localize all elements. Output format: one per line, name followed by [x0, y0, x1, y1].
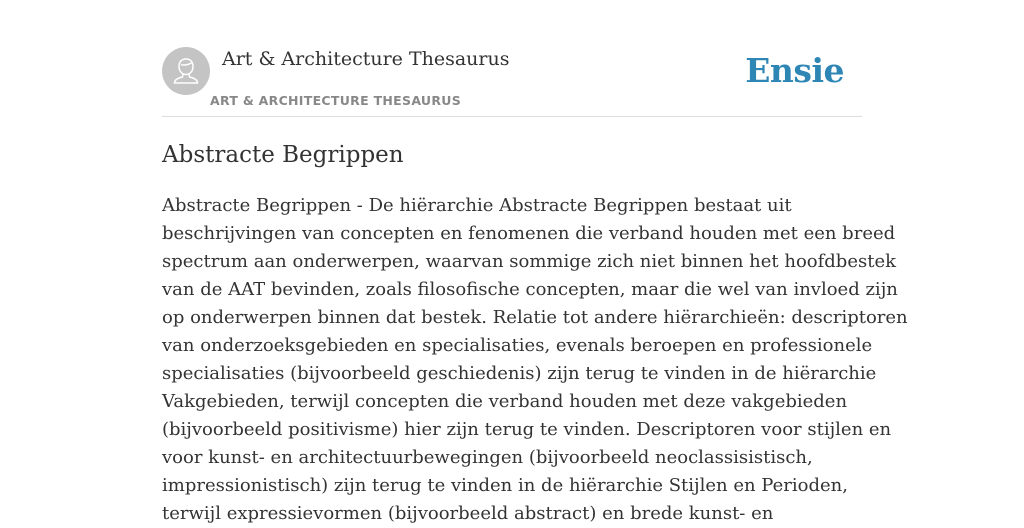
article-body-line: specialisaties (bijvoorbeeld geschiedenis) zijn terug te vinden in de hiërarchie [162, 363, 877, 384]
ensie-logo[interactable]: Ensie [745, 51, 844, 90]
article-body-line: Abstracte Begrippen - De hiërarchie Abstracte Begrippen bestaat uit [162, 195, 792, 216]
article-body-line: van de AAT bevinden, zoals filosofische concepten, maar die wel van invloed zijn [162, 279, 898, 300]
article-title: Abstracte Begrippen [162, 142, 404, 168]
article-body [162, 192, 908, 528]
author-header [162, 47, 862, 117]
author-subtitle: ART & ARCHITECTURE THESAURUS [210, 93, 462, 108]
article-body-line: impressionistisch) zijn terug te vinden in de hiërarchie Stijlen en Perioden, [162, 475, 848, 496]
article-body-line: terwijl expressievormen (bijvoorbeeld abstract) en brede kunst- en [162, 503, 774, 524]
article-body-line: van onderzoeksgebieden en specialisaties, evenals beroepen en professionele [162, 335, 873, 356]
article-body-line: (bijvoorbeeld positivisme) hier zijn terug te vinden. Descriptoren voor stijlen en [162, 419, 892, 440]
user-silhouette-icon [162, 47, 210, 95]
article-body-line: op onderwerpen binnen dat bestek. Relatie tot andere hiërarchieën: descriptoren [162, 307, 908, 328]
author-name-link[interactable]: Art & Architecture Thesaurus [222, 48, 510, 70]
article-body-line: voor kunst- en architectuurbewegingen (bijvoorbeeld neoclassisistisch, [162, 447, 813, 468]
article-body-line: beschrijvingen van concepten en fenomenen die verband houden met een breed [162, 223, 896, 244]
article-body-line: spectrum aan onderwerpen, waarvan sommige zich niet binnen het hoofdbestek [162, 251, 897, 272]
article-body-line: Vakgebieden, terwijl concepten die verband houden met deze vakgebieden [162, 391, 848, 412]
author-avatar[interactable] [162, 47, 210, 95]
